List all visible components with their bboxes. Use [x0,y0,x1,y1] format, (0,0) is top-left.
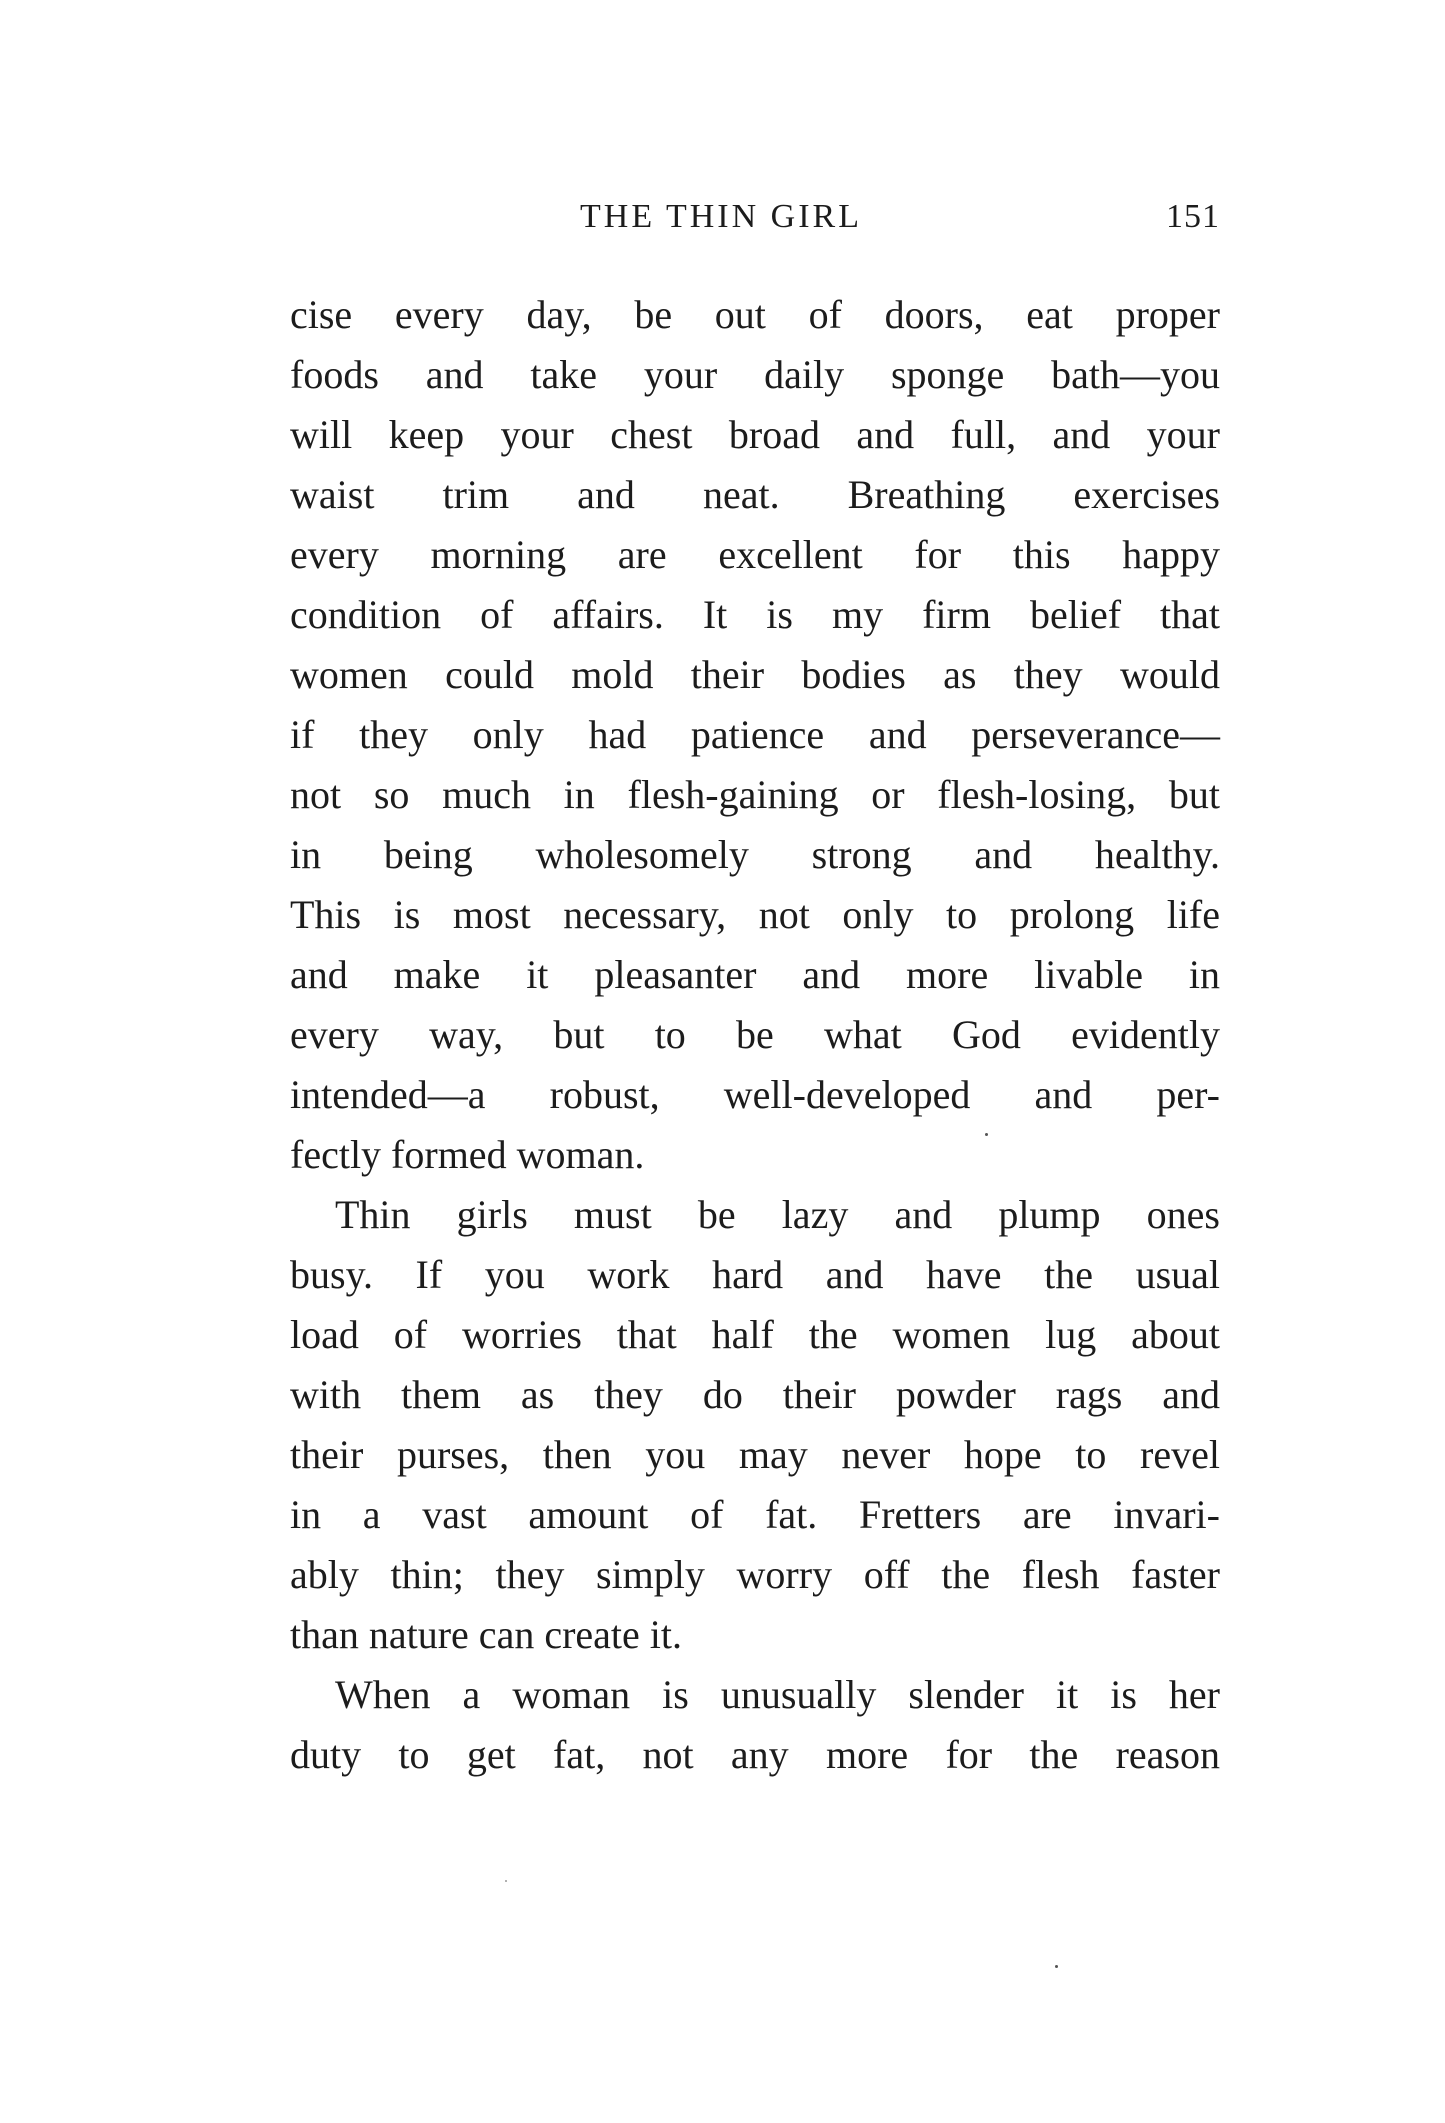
paper-speck [1055,1965,1058,1968]
paper-speck [505,1880,507,1882]
paragraph [290,1185,1220,1665]
text-line: Thin girls must be lazy and plump ones [335,1192,1220,1237]
text-line: in being wholesomely strong and healthy. [290,832,1220,877]
text-line: ably thin; they simply worry off the flesh faster [290,1552,1220,1597]
text-line: their purses, then you may never hope to revel [290,1432,1220,1477]
page-number: 151 [1166,198,1220,235]
text-line: if they only had patience and perseverance— [290,712,1220,757]
text-line: This is most necessary, not only to prolong life [290,892,1220,937]
text-line: waist trim and neat. Breathing exercises [290,472,1220,517]
text-line: When a woman is unusually slender it is her [335,1672,1220,1717]
text-line: in a vast amount of fat. Fretters are invari- [290,1492,1220,1537]
text-line: fectly formed woman. [290,1132,645,1177]
text-line: every way, but to be what God evidently [290,1012,1220,1057]
text-line: foods and take your daily sponge bath—you [290,352,1220,397]
text-line: will keep your chest broad and full, and your [290,412,1220,457]
text-line: duty to get fat, not any more for the reason [290,1732,1220,1777]
body-text [290,285,1220,1785]
text-line: women could mold their bodies as they would [290,652,1220,697]
text-line: every morning are excellent for this happy [290,532,1220,577]
text-line: cise every day, be out of doors, eat proper [290,292,1220,337]
paragraph [290,285,1220,1185]
text-line: load of worries that half the women lug about [290,1312,1220,1357]
text-line: than nature can create it. [290,1612,682,1657]
text-line: busy. If you work hard and have the usual [290,1252,1220,1297]
paragraph [290,1665,1220,1785]
text-line: condition of affairs. It is my firm belief that [290,592,1220,637]
paper-speck [985,1133,988,1136]
text-line: intended—a robust, well-developed and per- [290,1072,1220,1117]
text-line: and make it pleasanter and more livable in [290,952,1220,997]
text-line: not so much in flesh-gaining or flesh-losing, but [290,772,1220,817]
running-head [290,198,1220,248]
chapter-title: THE THIN GIRL [580,198,862,235]
text-line: with them as they do their powder rags and [290,1372,1220,1417]
